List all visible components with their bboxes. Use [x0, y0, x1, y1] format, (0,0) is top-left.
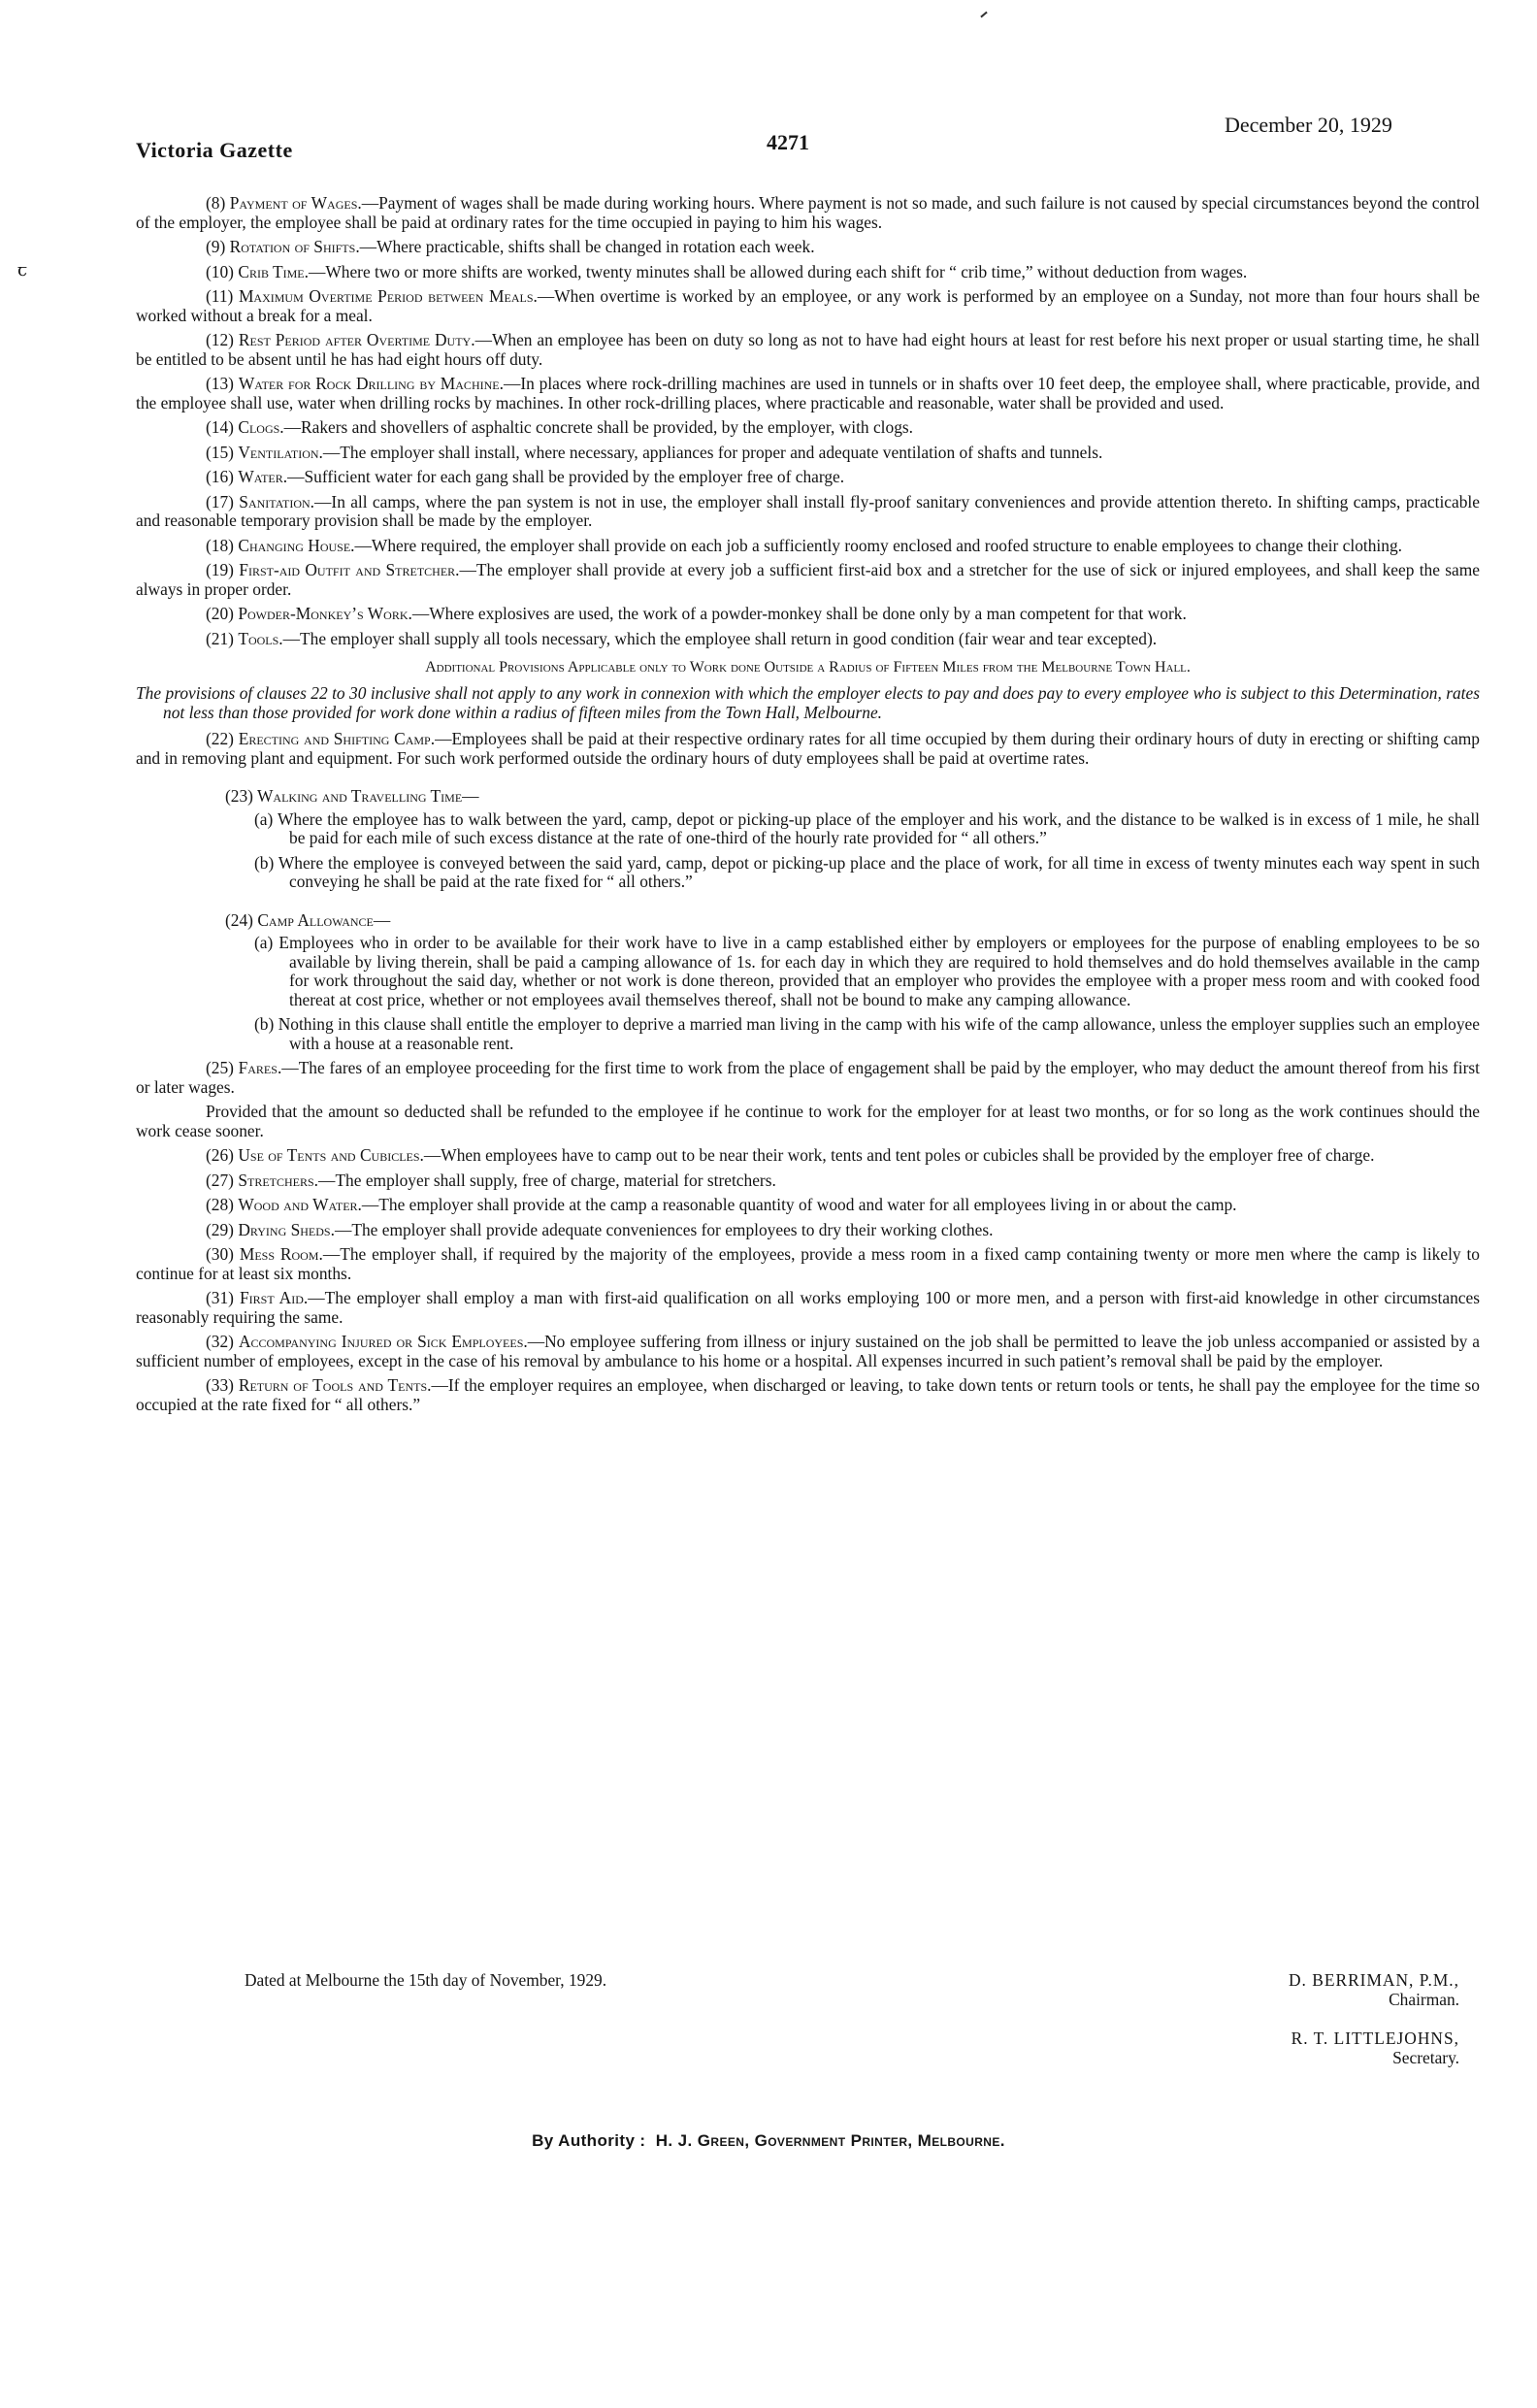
- clause-26: (26) Use of Tents and Cubicles.—When employees have to camp out to be near their work, tents and tent poles or cubicles shall be provided by the employer free of charge.: [206, 1145, 1375, 1165]
- clause-10: (10) Crib Time.—Where two or more shifts are worked, twenty minutes shall be allowed during each shift for “ crib time,” without deduction from wages.: [206, 261, 1248, 281]
- clause-20: (20) Powder-Monkey’s Work.—Where explosives are used, the work of a powder-monkey shall be done only by a man competent for that work.: [206, 604, 1187, 623]
- clause-30: (30) Mess Room.—The employer shall, if required by the majority of the employees, provide a mess room in a fixed camp containing twenty or more men where the camp is likely to continue for at least six months.: [136, 1244, 1480, 1283]
- additional-provisions-heading: Additional Provisions Applicable only to Work done Outside a Radius of Fifteen Miles from the Melbourne Town Hall.: [425, 659, 1191, 676]
- clause-14: (14) Clogs.—Rakers and shovellers of asphaltic concrete shall be provided, by the employer, with clogs.: [206, 417, 914, 437]
- margin-mark: ꞇ: [17, 260, 28, 280]
- clause-12: (12) Rest Period after Overtime Duty.—When an employee has been on duty so long as not to have had eight hours at least for rest before his next proper or usual starting time, he shall be entitled to be absent until he has had eight hours off duty.: [136, 330, 1480, 369]
- clause-29: (29) Drying Sheds.—The employer shall provide adequate conveniences for employees to dry their working clothes.: [206, 1219, 994, 1239]
- clause-21: (21) Tools.—The employer shall supply all tools necessary, which the employee shall return in good condition (fair wear and tear excepted).: [206, 628, 1158, 648]
- clause-25-proviso: Provided that the amount so deducted shall be refunded to the employee if he continue to work for the employer for at least two months, or for so long as the work continues should the work cease sooner.: [136, 1102, 1480, 1140]
- clause-31: (31) First Aid.—The employer shall employ a man with first-aid qualification on all works employing 100 or more men, and a person with first-aid knowledge in other circumstances reasonably requiring the same.: [136, 1288, 1480, 1327]
- clause-24-a: (a) Employees who in order to be available for their work have to live in a camp established either by employers or employees for the purpose of enabling employees to be so available by living therein, shall be paid a camping allowance of 1s. for each day in which they are required to hold themselves and do hold themselves available in the camp for work throughout the said day, whether or not work is done thereon, provided that an employer who provides the employee with a proper mess room and with cooked food thereat at cost price, whether or not employees avail themselves thereof, shall not be bound to make any camping allowance.: [254, 933, 1480, 1009]
- clauses-26-to-33: [136, 1146, 1480, 1414]
- clause-17: (17) Sanitation.—In all camps, where the pan system is not in use, the employer shall install fly-proof sanitary conveniences and provide attention thereto. In shifting camps, practicable and reasonable temporary provision shall be made by the employer.: [136, 491, 1480, 530]
- clause-19: (19) First-aid Outfit and Stretcher.—The employer shall provide at every job a sufficient first-aid box and a stretcher for the use of sick or injured employees, and shall keep the same always in proper order.: [136, 560, 1480, 599]
- stray-mark: [980, 12, 987, 18]
- clause-25: (25) Fares.—The fares of an employee proceeding for the first time to work from the place of engagement shall be paid by the employer, who may deduct the amount thereof from his first or later wages.: [136, 1058, 1480, 1097]
- dated-line: Dated at Melbourne the 15th day of November, 1929.: [245, 1970, 607, 1990]
- clause-24-heading: (24) Camp Allowance—: [225, 909, 391, 930]
- clauses-8-to-21: [136, 194, 1480, 648]
- clause-33: (33) Return of Tools and Tents.—If the employer requires an employee, when discharged or leaving, to take down tents or return tools or tents, he shall pay the employee for the time so occupied at the rate fixed for “ all others.”: [136, 1375, 1480, 1414]
- clause-18: (18) Changing House.—Where required, the employer shall provide on each job a sufficiently roomy enclosed and roofed structure to enable employees to change their clothing.: [206, 535, 1402, 555]
- issue-date: December 20, 1929: [1225, 113, 1392, 137]
- clause-23-b: (b) Where the employee is conveyed between the said yard, camp, depot or picking-up place and the place of work, for all time in excess of twenty minutes each way spent in such conveying he shall be paid at the rate fixed for “ all others.”: [254, 852, 1480, 891]
- printer-imprint: By Authority : H. J. Green, Government Printer, Melbourne.: [532, 2131, 1005, 2150]
- signature-secretary: R. T. LITTLEJOHNS, Secretary.: [1291, 2029, 1459, 2067]
- clause-11: (11) Maximum Overtime Period between Meals.—When overtime is worked by an employee, or any work is performed by an employee on a Sunday, not more than four hours shall be worked without a break for a meal.: [136, 286, 1480, 325]
- clause-23-heading: (23) Walking and Travelling Time—: [225, 786, 479, 806]
- clause-27: (27) Stretchers.—The employer shall supply, free of charge, material for stretchers.: [206, 1170, 776, 1190]
- clause-24-b: (b) Nothing in this clause shall entitle the employer to deprive a married man living in the camp with his wife of the camp allowance, unless the employer supplies such an employee with a house at a reasonable rent.: [254, 1014, 1480, 1053]
- determination-text: [136, 194, 1480, 1420]
- clause-16: (16) Water.—Sufficient water for each gang shall be provided by the employer free of charge.: [206, 467, 845, 486]
- clause-22: (22) Erecting and Shifting Camp.—Employees shall be paid at their respective ordinary rates for all time occupied by them during their ordinary hours of duty in erecting or shifting camp and in removing plant and equipment. For such work performed outside the ordinary hours of duty employees shall be paid at overtime rates.: [136, 729, 1480, 768]
- publication-name: Victoria Gazette: [136, 138, 293, 162]
- clause-15: (15) Ventilation.—The employer shall install, where necessary, appliances for proper and adequate ventilation of shafts and tunnels.: [206, 442, 1103, 462]
- clause-28: (28) Wood and Water.—The employer shall provide at the camp a reasonable quantity of wood and water for all employees living in or about the camp.: [206, 1195, 1237, 1214]
- page-number: 4271: [767, 130, 809, 154]
- italic-note: The provisions of clauses 22 to 30 inclusive shall not apply to any work in connexion with which the employer elects to pay and does pay to every employee who is subject to this Determination, rates not less than those provided for work done within a radius of fifteen miles from the Town Hall, Melbourne.: [136, 683, 1480, 722]
- clause-8: (8) Payment of Wages.—Payment of wages shall be made during working hours. Where payment is not so made, and such failure is not caused by special circumstances beyond the control of the employer, the employee shall be paid at ordinary rates for the time occupied in paying to him his wages.: [136, 193, 1481, 232]
- signature-chairman: D. BERRIMAN, P.M., Chairman.: [1289, 1970, 1459, 2009]
- clause-13: (13) Water for Rock Drilling by Machine.—In places where rock-drilling machines are used in tunnels or in shafts over 10 feet deep, the employee shall, where practicable, provide, and the employee shall use, water when drilling rocks by machines. In other rock-drilling places, where practicable and reasonable, water shall be provided and used.: [136, 374, 1480, 412]
- clause-23-a: (a) Where the employee has to walk between the yard, camp, depot or picking-up place of the employer and his work, and the distance to be walked is in excess of 1 mile, he shall be paid for each mile of such excess distance at the rate of one-third of the hourly rate provided for “ all others.”: [254, 808, 1480, 847]
- clause-9: (9) Rotation of Shifts.—Where practicable, shifts shall be changed in rotation each week.: [206, 237, 815, 256]
- clause-32: (32) Accompanying Injured or Sick Employees.—No employee suffering from illness or injury sustained on the job shall be permitted to leave the job unless accompanied or assisted by a sufficient number of employees, except in the case of his removal by ambulance to his home or a hospital. All expenses incurred in such patient’s removal shall be paid by the employer.: [136, 1332, 1480, 1370]
